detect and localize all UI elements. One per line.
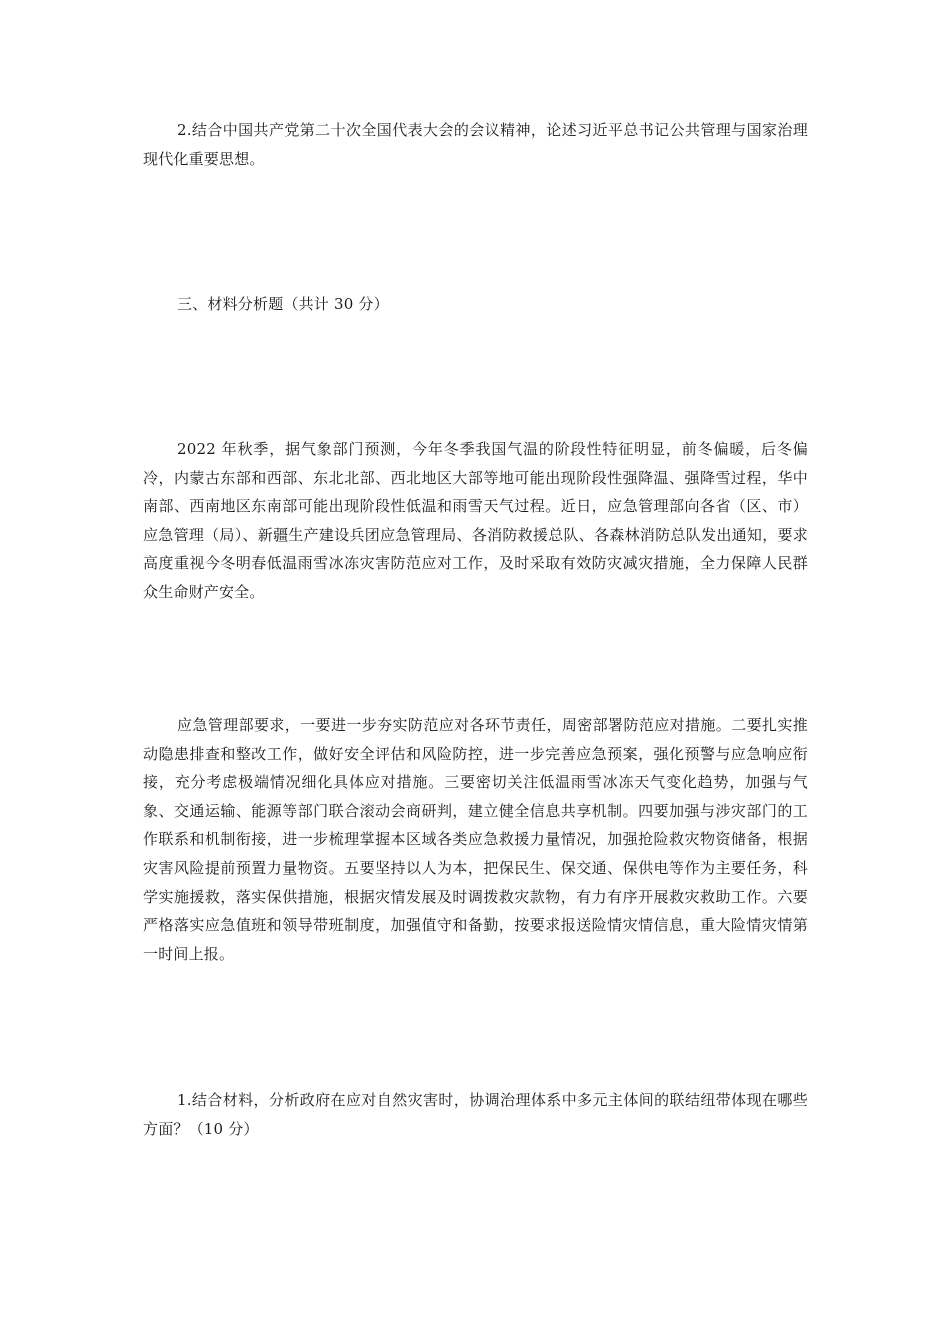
material-paragraph-1: 2022 年秋季，据气象部门预测，今年冬季我国气温的阶段性特征明显，前冬偏暖，后冬偏冷，内蒙古东部和西部、东北北部、西北地区大部等地可能出现阶段性强降温、强降雪过程，华中南部、西南地区东南部可能出现阶段性低温和雨雪天气过程。近日，应急管理部向各省（区、市）应急管理（局）、新疆生产建设兵团应急管理局、各消防救援总队、各森林消防总队发出通知，要求高度重视今冬明春低温雨雪冰冻灾害防范应对工作，及时采取有效防灾减灾措施，全力保障人民群众生命财产安全。 <box>143 440 808 601</box>
essay-question-2: 2.结合中国共产党第二十次全国代表大会的会议精神，论述习近平总书记公共管理与国家治理现代化重要思想。 <box>143 121 808 168</box>
material-paragraph-2: 应急管理部要求，一要进一步夯实防范应对各环节责任，周密部署防范应对措施。二要扎实推动隐患排查和整改工作，做好安全评估和风险防控，进一步完善应急预案，强化预警与应急响应衔接，充分考虑极端情况细化具体应对措施。三要密切关注低温雨雪冰冻天气变化趋势，加强与气象、交通运输、能源等部门联合滚动会商研判，建立健全信息共享机制。四要加强与涉灾部门的工作联系和机制衔接，进一步梳理掌握本区域各类应急救援力量情况，加强抢险救灾物资储备，根据灾害风险提前预置力量物资。五要坚持以人为本，把保民生、保交通、保供电等作为主要任务，科学实施援救，落实保供措施，根据灾情发展及时调拨救灾款物，有力有序开展救灾救助工作。六要严格落实应急值班和领导带班制度，加强值守和备勤，按要求报送险情灾情信息，重大险情灾情第一时间上报。 <box>143 716 808 963</box>
analysis-question-1: 1.结合材料，分析政府在应对自然灾害时，协调治理体系中多元主体间的联结纽带体现在哪些方面？（10 分） <box>143 1091 808 1138</box>
section-3-heading: 三、材料分析题（共计 30 分） <box>177 295 389 313</box>
